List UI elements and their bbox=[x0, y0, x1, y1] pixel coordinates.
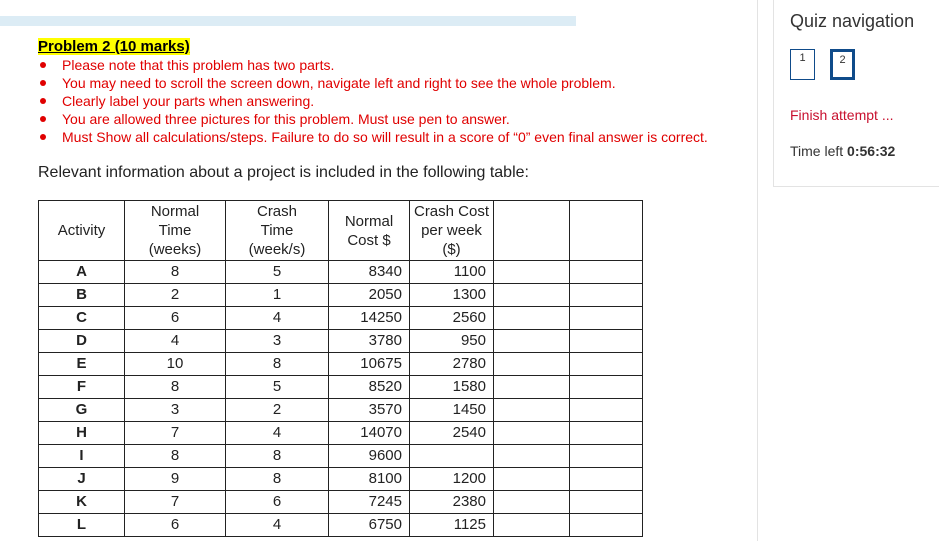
cell-crash-time: 4 bbox=[226, 514, 329, 537]
cell-activity: G bbox=[39, 399, 125, 422]
header-activity: Activity bbox=[39, 201, 125, 261]
cell-empty bbox=[570, 399, 643, 422]
finish-attempt-link[interactable]: Finish attempt ... bbox=[790, 107, 894, 123]
table-row bbox=[39, 422, 643, 445]
instruction-list bbox=[38, 56, 758, 146]
header-normal-time: Normal Time (weeks) bbox=[125, 201, 226, 261]
cell-crash-cost: 1450 bbox=[410, 399, 494, 422]
question-1-button[interactable]: 1 bbox=[790, 49, 815, 80]
cell-normal-time: 9 bbox=[125, 468, 226, 491]
cell-activity: F bbox=[39, 376, 125, 399]
cell-empty bbox=[570, 468, 643, 491]
cell-crash-time: 5 bbox=[226, 376, 329, 399]
relevant-info-text: Relevant information about a project is included in the following table: bbox=[38, 164, 529, 181]
cell-normal-time: 8 bbox=[125, 445, 226, 468]
cell-normal-time: 6 bbox=[125, 307, 226, 330]
header-normal-cost: Normal Cost $ bbox=[329, 201, 410, 261]
cell-normal-time: 2 bbox=[125, 284, 226, 307]
cell-empty bbox=[494, 445, 570, 468]
cell-crash-time: 4 bbox=[226, 422, 329, 445]
table-row bbox=[39, 376, 643, 399]
cell-normal-cost: 14070 bbox=[329, 422, 410, 445]
quiz-navigation-block bbox=[773, 0, 939, 187]
question-2-button[interactable]: 2 bbox=[830, 49, 855, 80]
cell-empty bbox=[494, 422, 570, 445]
cell-normal-cost: 6750 bbox=[329, 514, 410, 537]
cell-normal-cost: 10675 bbox=[329, 353, 410, 376]
cell-empty bbox=[494, 307, 570, 330]
cell-empty bbox=[570, 422, 643, 445]
cell-activity: K bbox=[39, 491, 125, 514]
activity-table bbox=[38, 200, 643, 537]
cell-crash-cost: 2380 bbox=[410, 491, 494, 514]
header-empty-2 bbox=[570, 201, 643, 261]
cell-crash-cost: 1300 bbox=[410, 284, 494, 307]
cell-activity: A bbox=[39, 261, 125, 284]
problem-title: Problem 2 (10 marks) bbox=[38, 38, 190, 55]
table-row bbox=[39, 261, 643, 284]
cell-crash-time: 4 bbox=[226, 307, 329, 330]
cell-normal-time: 10 bbox=[125, 353, 226, 376]
cell-crash-cost: 2540 bbox=[410, 422, 494, 445]
time-left: Time left 0:56:32 bbox=[790, 143, 896, 159]
cell-crash-time: 8 bbox=[226, 445, 329, 468]
table-row bbox=[39, 514, 643, 537]
cell-activity: L bbox=[39, 514, 125, 537]
cell-normal-cost: 9600 bbox=[329, 445, 410, 468]
cell-crash-time: 8 bbox=[226, 353, 329, 376]
cell-activity: E bbox=[39, 353, 125, 376]
cell-normal-cost: 3570 bbox=[329, 399, 410, 422]
cell-normal-cost: 7245 bbox=[329, 491, 410, 514]
cell-empty bbox=[570, 307, 643, 330]
cell-normal-cost: 8340 bbox=[329, 261, 410, 284]
cell-crash-time: 8 bbox=[226, 468, 329, 491]
cell-normal-time: 7 bbox=[125, 491, 226, 514]
cell-normal-time: 6 bbox=[125, 514, 226, 537]
cell-crash-cost: 2780 bbox=[410, 353, 494, 376]
cell-empty bbox=[494, 376, 570, 399]
cell-empty bbox=[570, 330, 643, 353]
cell-crash-time: 5 bbox=[226, 261, 329, 284]
cell-crash-cost: 1100 bbox=[410, 261, 494, 284]
problem-section bbox=[38, 38, 758, 146]
cell-activity: H bbox=[39, 422, 125, 445]
cell-empty bbox=[494, 284, 570, 307]
cell-crash-cost: 2560 bbox=[410, 307, 494, 330]
cell-normal-cost: 2050 bbox=[329, 284, 410, 307]
table-row bbox=[39, 307, 643, 330]
instruction-item: You are allowed three pictures for this problem. Must use pen to answer. bbox=[38, 110, 758, 128]
cell-empty bbox=[570, 376, 643, 399]
instruction-item: Must Show all calculations/steps. Failure to do so will result in a score of “0” even final answer is correct. bbox=[38, 128, 758, 146]
cell-crash-cost: 950 bbox=[410, 330, 494, 353]
cell-empty bbox=[494, 468, 570, 491]
table-row bbox=[39, 468, 643, 491]
header-crash-time: Crash Time (week/s) bbox=[226, 201, 329, 261]
cell-empty bbox=[494, 399, 570, 422]
cell-empty bbox=[494, 353, 570, 376]
instruction-item: Clearly label your parts when answering. bbox=[38, 92, 758, 110]
cell-normal-cost: 3780 bbox=[329, 330, 410, 353]
cell-crash-cost bbox=[410, 445, 494, 468]
cell-activity: D bbox=[39, 330, 125, 353]
cell-crash-cost: 1200 bbox=[410, 468, 494, 491]
cell-empty bbox=[570, 514, 643, 537]
cell-normal-cost: 8520 bbox=[329, 376, 410, 399]
cell-empty bbox=[494, 330, 570, 353]
instruction-item: Please note that this problem has two parts. bbox=[38, 56, 758, 74]
cell-normal-cost: 8100 bbox=[329, 468, 410, 491]
cell-crash-time: 6 bbox=[226, 491, 329, 514]
cell-activity: J bbox=[39, 468, 125, 491]
cell-empty bbox=[570, 491, 643, 514]
cell-empty bbox=[570, 261, 643, 284]
table-body bbox=[39, 261, 643, 537]
cell-crash-cost: 1580 bbox=[410, 376, 494, 399]
cell-activity: B bbox=[39, 284, 125, 307]
instruction-item: You may need to scroll the screen down, navigate left and right to see the whole problem. bbox=[38, 74, 758, 92]
cell-crash-time: 3 bbox=[226, 330, 329, 353]
cell-empty bbox=[494, 261, 570, 284]
quiz-navigation-title: Quiz navigation bbox=[790, 11, 915, 31]
cell-activity: C bbox=[39, 307, 125, 330]
cell-empty bbox=[570, 284, 643, 307]
top-progress-bar bbox=[0, 16, 576, 26]
cell-normal-time: 3 bbox=[125, 399, 226, 422]
cell-empty bbox=[494, 514, 570, 537]
cell-empty bbox=[494, 491, 570, 514]
table-row bbox=[39, 330, 643, 353]
cell-empty bbox=[570, 353, 643, 376]
header-crash-cost: Crash Cost per week ($) bbox=[410, 201, 494, 261]
cell-normal-time: 7 bbox=[125, 422, 226, 445]
cell-crash-time: 1 bbox=[226, 284, 329, 307]
cell-normal-time: 8 bbox=[125, 376, 226, 399]
cell-normal-cost: 14250 bbox=[329, 307, 410, 330]
time-left-value: 0:56:32 bbox=[847, 143, 896, 159]
cell-crash-time: 2 bbox=[226, 399, 329, 422]
cell-normal-time: 8 bbox=[125, 261, 226, 284]
table-row bbox=[39, 445, 643, 468]
table-row bbox=[39, 491, 643, 514]
table-header-row bbox=[39, 201, 643, 261]
table-row bbox=[39, 399, 643, 422]
header-empty-1 bbox=[494, 201, 570, 261]
table-row bbox=[39, 353, 643, 376]
cell-crash-cost: 1125 bbox=[410, 514, 494, 537]
cell-activity: I bbox=[39, 445, 125, 468]
table-row bbox=[39, 284, 643, 307]
cell-normal-time: 4 bbox=[125, 330, 226, 353]
cell-empty bbox=[570, 445, 643, 468]
